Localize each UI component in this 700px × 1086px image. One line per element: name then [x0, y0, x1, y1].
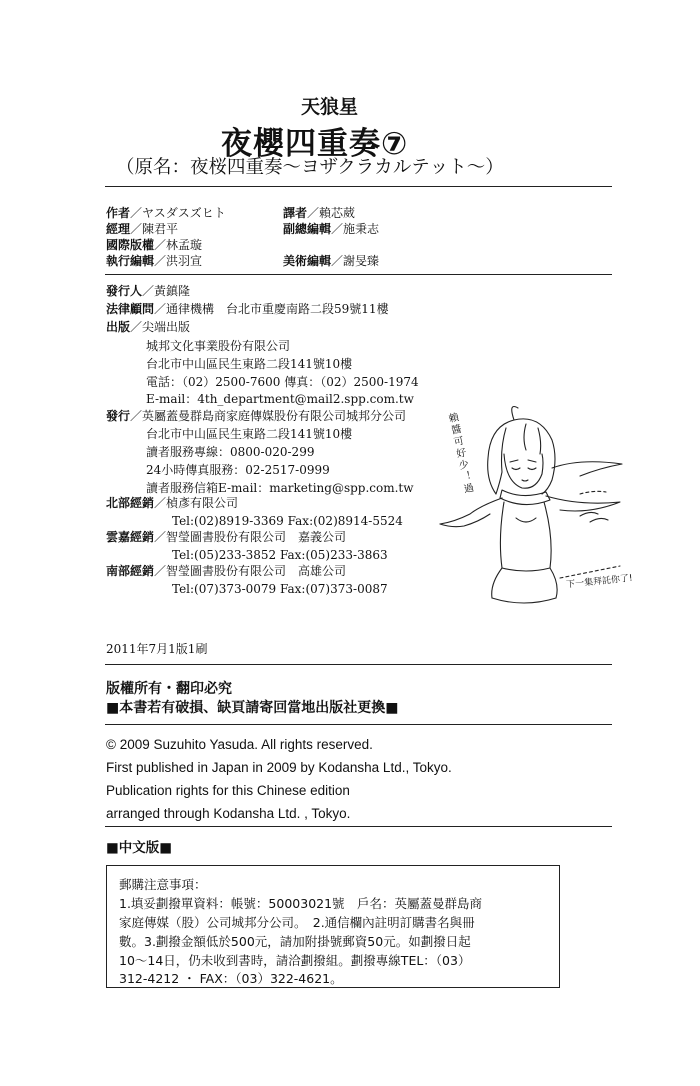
- publisher-line: 發行人／黃鎮隆: [106, 284, 191, 298]
- notice-line: 312-4212 ・ FAX：（03）322-4621。: [119, 971, 343, 986]
- credit-translator: 譯者／賴芯葳: [283, 206, 356, 220]
- publisher-line: 24小時傳真服務：02-2517-0999: [146, 463, 330, 477]
- publisher-text: 智瑩圖書股份有限公司 高雄公司: [166, 564, 347, 578]
- credit-author: 作者／ヤスダスズヒト: [106, 206, 226, 220]
- sketch-speech-vertical: 賴醬可好少！過: [445, 411, 474, 497]
- credit-label: 美術編輯: [283, 254, 332, 268]
- credit-exec-editor: 執行編輯／洪羽宣: [106, 254, 203, 268]
- credit-manager: 經理／陳君平: [106, 222, 179, 236]
- divider-rights: [105, 724, 612, 725]
- publisher-line: 雲嘉經銷／智瑩圖書股份有限公司 嘉義公司: [106, 530, 347, 544]
- publisher-line: 法律顧問／通律機構 台北市重慶南路二段59號11樓: [106, 302, 389, 316]
- original-title: （原名：夜桜四重奏～ヨザクラカルテット～）: [116, 157, 504, 178]
- publisher-line: 發行／英屬蓋曼群島商家庭傳媒股份有限公司城邦分公司: [106, 409, 407, 423]
- credit-label: 譯者: [283, 206, 308, 220]
- notice-line: 10～14日，仍未收到書時，請洽劃撥組。劃撥專線TEL：（03）: [119, 953, 471, 968]
- publisher-line: Tel:(02)8919-3369 Fax:(02)8914-5524: [172, 514, 403, 528]
- notice-title: 郵購注意事項：: [119, 877, 207, 892]
- credit-value: 林孟璇: [166, 238, 203, 252]
- divider-copyright: [105, 826, 612, 827]
- mail-order-notice: [106, 865, 560, 988]
- publisher-label: 法律顧問: [106, 302, 155, 316]
- series-name: 天狼星: [301, 96, 359, 118]
- publisher-line: 出版／尖端出版: [106, 320, 191, 334]
- credit-label: 作者: [106, 206, 131, 220]
- publisher-text: 黃鎮隆: [154, 284, 191, 298]
- publisher-line: 讀者服務信箱E-mail：marketing@spp.com.tw: [146, 481, 414, 495]
- publisher-line: Tel:(05)233-3852 Fax:(05)233-3863: [172, 548, 388, 562]
- publisher-text: 英屬蓋曼群島商家庭傳媒股份有限公司城邦分公司: [142, 409, 407, 423]
- credit-value: 洪羽宣: [166, 254, 203, 268]
- publisher-line: 讀者服務專線：0800-020-299: [146, 445, 315, 459]
- credit-label: 執行編輯: [106, 254, 155, 268]
- publisher-text: 楨彥有限公司: [166, 496, 239, 510]
- credit-intl-rights: 國際版權／林孟璇: [106, 238, 203, 252]
- notice-line: 數。3.劃撥金額低於500元，請加附掛號郵資50元。如劃撥日起: [119, 934, 471, 949]
- notice-line: 家庭傳媒（股）公司城邦分公司。 2.通信欄內註明訂購書名與冊: [119, 915, 475, 930]
- publisher-label: 發行人: [106, 284, 143, 298]
- publisher-line: 電話：（02）2500-7600 傳真：（02）2500-1974: [146, 375, 419, 389]
- divider-top: [105, 186, 612, 187]
- publisher-text: 智瑩圖書股份有限公司 嘉義公司: [166, 530, 347, 544]
- sketch-speech-bottom: 下一集拜託你了!: [565, 573, 634, 591]
- credit-art-editor: 美術編輯／謝旻臻: [283, 254, 380, 268]
- copyright-line: First published in Japan in 2009 by Kodansha Ltd., Tokyo.: [106, 760, 452, 775]
- publisher-label: 出版: [106, 320, 131, 334]
- publisher-line: 台北市中山區民生東路二段141號10樓: [146, 427, 353, 441]
- damaged-book-notice: ■本書若有破損、缺頁請寄回當地出版社更換■: [106, 700, 399, 716]
- copyright-line: Publication rights for this Chinese edition: [106, 783, 350, 798]
- publisher-label: 發行: [106, 409, 131, 423]
- credit-value: 施秉志: [343, 222, 380, 236]
- publisher-line: E-mail：4th_department@mail2.spp.com.tw: [146, 392, 414, 406]
- divider-credits: [105, 274, 612, 275]
- publisher-label: 雲嘉經銷: [106, 530, 155, 544]
- credit-value: 謝旻臻: [343, 254, 380, 268]
- chinese-edition-label: ■中文版■: [106, 840, 173, 856]
- copyright-line: arranged through Kodansha Ltd. , Tokyo.: [106, 806, 351, 821]
- publisher-line: 台北市中山區民生東路二段141號10樓: [146, 357, 353, 371]
- credit-label: 經理: [106, 222, 131, 236]
- credit-value: 陳君平: [142, 222, 179, 236]
- credit-label: 國際版權: [106, 238, 155, 252]
- publisher-text: 尖端出版: [142, 320, 191, 334]
- publisher-label: 北部經銷: [106, 496, 155, 510]
- divider-edition: [105, 664, 612, 665]
- publisher-text: 通律機構 台北市重慶南路二段59號11樓: [166, 302, 389, 316]
- credit-value: ヤスダスズヒト: [142, 206, 226, 220]
- copyright-line: © 2009 Suzuhito Yasuda. All rights reserved.: [106, 737, 373, 752]
- credit-value: 賴芯葳: [319, 206, 356, 220]
- publisher-line: 南部經銷／智瑩圖書股份有限公司 高雄公司: [106, 564, 347, 578]
- book-title: 夜櫻四重奏⑦: [221, 126, 409, 162]
- credit-deputy-editor: 副總編輯／施秉志: [283, 222, 380, 236]
- rights-notice: 版權所有・翻印必究: [106, 681, 232, 697]
- publisher-line: 北部經銷／楨彥有限公司: [106, 496, 239, 510]
- edition-date: 2011年7月1版1刷: [106, 642, 208, 656]
- notice-line: 1.填妥劃撥單資料：帳號：50003021號 戶名：英屬蓋曼群島商: [119, 896, 483, 911]
- publisher-line: 城邦文化事業股份有限公司: [146, 339, 291, 353]
- publisher-label: 南部經銷: [106, 564, 155, 578]
- credit-label: 副總編輯: [283, 222, 332, 236]
- publisher-line: Tel:(07)373-0079 Fax:(07)373-0087: [172, 582, 388, 596]
